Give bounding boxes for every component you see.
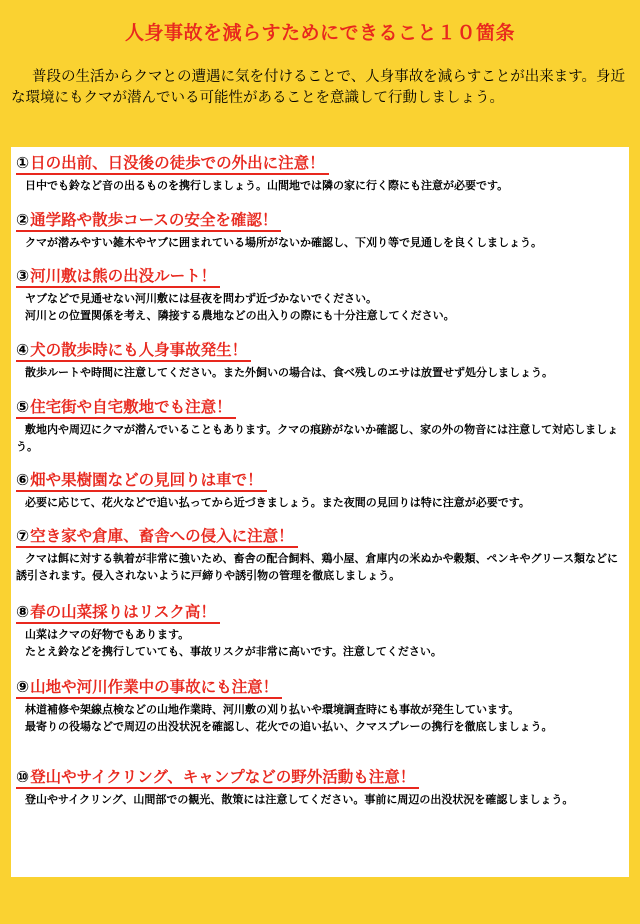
tip-body: [16, 422, 622, 455]
tip-title: 犬の散歩時にも人身事故発生！: [30, 341, 248, 359]
tip-line: 最寄りの役場などで周辺の出没状況を確認し、花火での追い払い、クマスプレーの携行を徹底しましょう。: [25, 719, 553, 733]
tip-body: [16, 365, 622, 382]
tip-item-8: [16, 602, 622, 660]
tip-number: ②: [16, 211, 30, 229]
tip-title: 登山やサイクリング、キャンプなどの野外活動も注意！: [30, 768, 416, 786]
tip-item-7: [16, 526, 622, 584]
tip-heading: [16, 398, 236, 419]
tip-line: 河川との位置関係を考え、隣接する農地などの出入りの際にも十分注意してください。: [25, 308, 455, 322]
tip-item-2: [16, 210, 622, 252]
tip-body: [16, 235, 622, 252]
tip-number: ⑩: [16, 768, 30, 786]
tip-heading: [16, 527, 298, 548]
tip-heading: [16, 471, 267, 492]
tips-panel: [11, 147, 629, 877]
tip-heading: [16, 267, 220, 288]
tip-line: 必要に応じて、花火などで追い払ってから近づきましょう。また夜間の見回りは特に注意が必要です。: [25, 496, 530, 509]
tip-number: ④: [16, 341, 30, 359]
tip-line: 散歩ルートや時間に注意してください。また外飼いの場合は、食べ残しのエサは放置せず処分しましょう。: [25, 366, 553, 379]
tip-title: 春の山菜採りはリスク高！: [30, 603, 216, 621]
tip-line: 林道補修や架線点検などの山地作業時、河川敷の刈り払いや環境調査時にも事故が発生しています。: [25, 703, 520, 716]
tip-title: 通学路や散歩コースの安全を確認！: [30, 211, 278, 229]
intro-paragraph: 普段の生活からクマとの遭遇に気を付けることで、人身事故を減らすことが出来ます。身近な環境にもクマが潜んでいる可能性があることを意識して行動しましょう。: [11, 69, 626, 106]
tip-line: 山菜はクマの好物でもあります。: [25, 628, 190, 641]
tip-body: [16, 792, 622, 809]
tip-heading: [16, 211, 281, 232]
page-title: 人身事故を減らすためにできること１０箇条: [124, 22, 515, 44]
tip-item-5: [16, 397, 622, 455]
tip-body: [16, 495, 622, 512]
tip-body: [16, 702, 622, 735]
tip-number: ①: [16, 154, 30, 172]
tip-line: たとえ鈴などを携行していても、事故リスクが非常に高いです。注意してください。: [25, 644, 442, 658]
tip-item-10: [16, 767, 622, 809]
tip-line: クマが潜みやすい雑木やヤブに囲まれている場所がないか確認し、下刈り等で見通しを良くしましょう。: [25, 236, 542, 249]
tip-line: 登山やサイクリング、山間部での観光、散策には注意してください。事前に周辺の出没状況を確認しましょう。: [25, 793, 574, 806]
tip-number: ⑥: [16, 471, 30, 489]
tip-title: 河川敷は熊の出没ルート！: [30, 267, 217, 285]
tip-line: 日中でも鈴など音の出るものを携行しましょう。山間地では隣の家に行く際にも注意が必要です。: [25, 179, 509, 192]
tip-title: 日の出前、日没後の徒歩での外出に注意！: [30, 154, 325, 172]
tip-line: クマは餌に対する執着が非常に強いため、畜舎の配合飼料、鶏小屋、倉庫内の米ぬかや穀類、ペンキやグリース類などに誘引されます。侵入されないように戸締りや誘引物の管理を徹底しましょう。: [16, 552, 619, 582]
tip-body: [16, 551, 622, 584]
tip-heading: [16, 154, 329, 175]
tip-number: ⑦: [16, 527, 30, 545]
tip-number: ⑤: [16, 398, 30, 416]
tip-title: 畑や果樹園などの見回りは車で！: [30, 471, 263, 489]
tip-body: [16, 291, 622, 324]
tip-title: 空き家や倉庫、畜舎への侵入に注意！: [30, 527, 294, 545]
tip-body: [16, 178, 622, 195]
tip-title: 山地や河川作業中の事故にも注意！: [30, 678, 279, 696]
tip-heading: [16, 341, 251, 362]
tip-line: 敷地内や周辺にクマが潜んでいることもあります。クマの痕跡がないか確認し、家の外の物音には注意して対応しましょう。: [16, 423, 619, 453]
tip-heading: [16, 603, 220, 624]
tip-body: [16, 627, 622, 660]
tip-item-6: [16, 470, 622, 512]
tip-item-4: [16, 340, 622, 382]
tip-number: ⑧: [16, 603, 30, 621]
tip-heading: [16, 678, 282, 699]
tip-item-1: [16, 153, 622, 195]
tip-item-9: [16, 677, 622, 735]
tip-number: ⑨: [16, 678, 30, 696]
tip-number: ③: [16, 267, 30, 285]
tip-item-3: [16, 266, 622, 324]
tip-line: ヤブなどで見通せない河川敷には昼夜を問わず近づかないでください。: [25, 292, 377, 305]
tip-heading: [16, 768, 419, 789]
tip-title: 住宅街や自宅敷地でも注意！: [30, 398, 232, 416]
